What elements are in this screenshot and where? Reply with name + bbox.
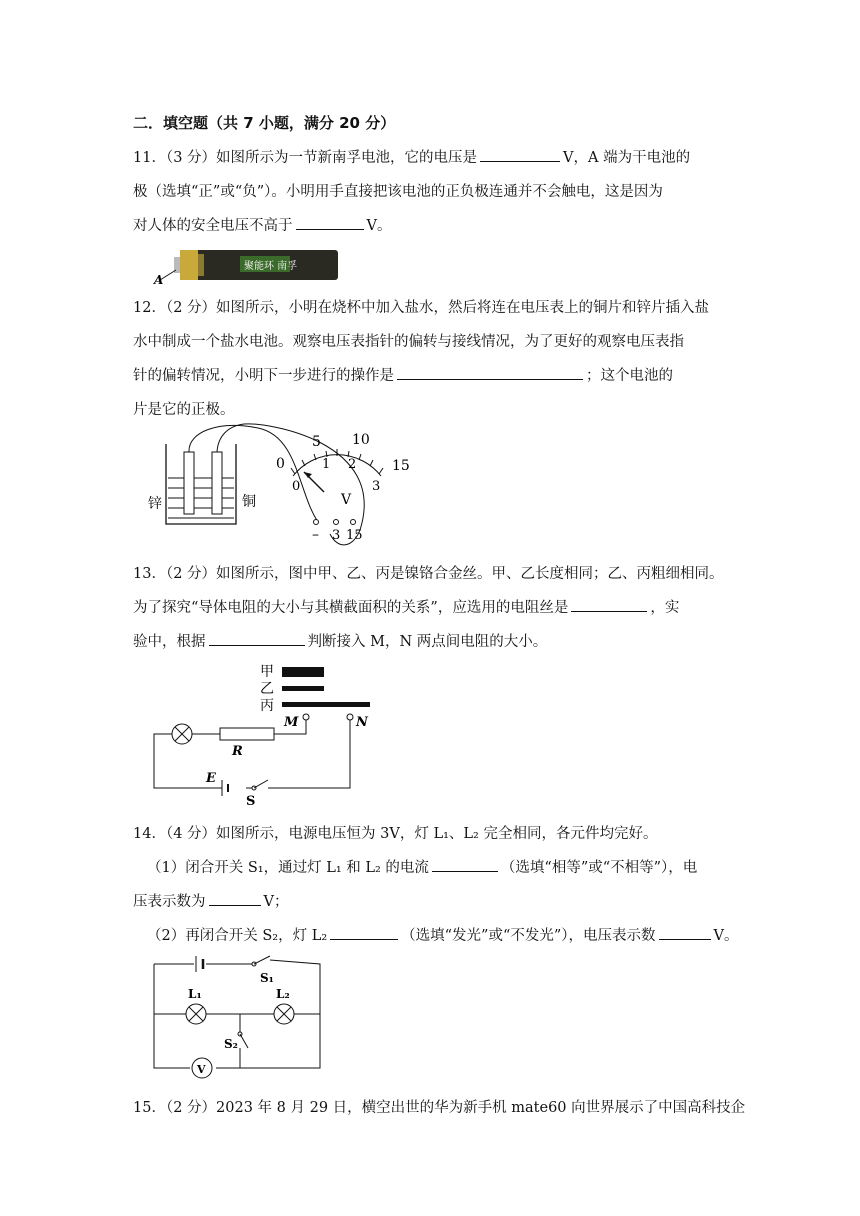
r-label: R	[232, 744, 243, 759]
m-label: M	[284, 715, 299, 730]
q12-line2: 水中制成一个盐水电池。观察电压表指针的偏转与接线情况，为了更好的观察电压表指	[133, 334, 684, 350]
s-label: S	[246, 794, 256, 809]
s1-label: S₁	[260, 971, 274, 985]
copper-label: 铜	[242, 494, 256, 510]
q14-line2: （1）闭合开关 S₁，通过灯 L₁ 和 L₂ 的电流 （选填“相等”或“不相等”），电	[147, 856, 697, 877]
resistance-circuit-figure	[150, 660, 370, 810]
q14-blank2[interactable]	[209, 891, 261, 906]
top-tick-0: 0	[276, 456, 285, 472]
q13-line1: 13．（2 分）如图所示，图中甲、乙、丙是镍铬合金丝。甲、乙长度相同；乙、丙粗细相同。	[133, 566, 724, 582]
q14-line3: 压表示数为 V；	[133, 890, 288, 911]
q14-line4: （2）再闭合开关 S₂，灯 L₂ （选填“发光”或“不发光”），电压表示数 V。	[147, 924, 739, 945]
terminal-neg: –	[312, 527, 319, 543]
l1-label: L₁	[188, 987, 202, 1001]
e-label: E	[206, 771, 216, 786]
top-tick-5: 5	[312, 434, 321, 450]
q12-blank1[interactable]	[397, 365, 583, 380]
q14-line1: 14．（4 分）如图所示，电源电压恒为 3V，灯 L₁、L₂ 完全相同，各元件均完好。	[133, 826, 658, 842]
q14-blank4[interactable]	[659, 925, 711, 940]
q11-blank1[interactable]	[480, 147, 560, 162]
battery-figure	[152, 244, 342, 286]
q14-blank1[interactable]	[432, 857, 498, 872]
bottom-tick-2: 2	[348, 457, 357, 472]
top-tick-15: 15	[392, 458, 410, 474]
battery-brand: 聚能环 南孚	[244, 261, 298, 272]
top-tick-10: 10	[352, 432, 370, 448]
q11-line1: 11．（3 分）如图所示为一节新南孚电池，它的电压是 V，A 端为干电池的	[133, 146, 690, 167]
series-circuit-figure	[150, 952, 326, 1082]
q13-blank2[interactable]	[209, 631, 305, 646]
bottom-tick-1: 1	[322, 457, 331, 472]
meter-v-label: V	[341, 492, 352, 508]
q11-blank2[interactable]	[296, 215, 364, 230]
wire-jia-label: 甲	[260, 664, 274, 680]
bottom-tick-0: 0	[292, 479, 301, 494]
n-label: N	[356, 715, 368, 730]
wire-yi-label: 乙	[260, 681, 274, 697]
q15-line1: 15．（2 分）2023 年 8 月 29 日，横空出世的华为新手机 mate60 向世界展示了中国高科技企	[133, 1100, 746, 1116]
q13-blank1[interactable]	[571, 597, 647, 612]
q14-blank3[interactable]	[330, 925, 398, 940]
voltmeter-label: V	[197, 1063, 206, 1076]
terminal-3: 3	[332, 528, 341, 543]
q11-line2: 极（选填“正”或“负”）。小明用手直接把该电池的正负极连通并不会触电，这是因为	[133, 184, 663, 200]
q12-line3: 针的偏转情况，小明下一步进行的操作是 ；这个电池的	[133, 364, 673, 385]
q13-line3: 验中，根据 判断接入 M，N 两点间电阻的大小。	[133, 630, 547, 651]
q13-line2: 为了探究“导体电阻的大小与其横截面积的关系”，应选用的电阻丝是 ，实	[133, 596, 679, 617]
label-a: A	[154, 273, 164, 286]
zinc-label: 锌	[148, 496, 162, 512]
terminal-15: 15	[346, 528, 363, 543]
l2-label: L₂	[276, 987, 290, 1001]
bottom-tick-3: 3	[372, 479, 381, 494]
s2-label: S₂	[224, 1037, 238, 1051]
q12-line1: 12．（2 分）如图所示，小明在烧杯中加入盐水，然后将连在电压表上的铜片和锌片插入盐	[133, 300, 710, 316]
q11-line3: 对人体的安全电压不高于 V。	[133, 214, 391, 235]
section-title: 二．填空题（共 7 小题，满分 20 分）	[133, 114, 396, 132]
salt-battery-figure	[148, 422, 418, 550]
q12-line4: 片是它的正极。	[133, 402, 235, 418]
wire-bing-label: 丙	[260, 698, 274, 714]
